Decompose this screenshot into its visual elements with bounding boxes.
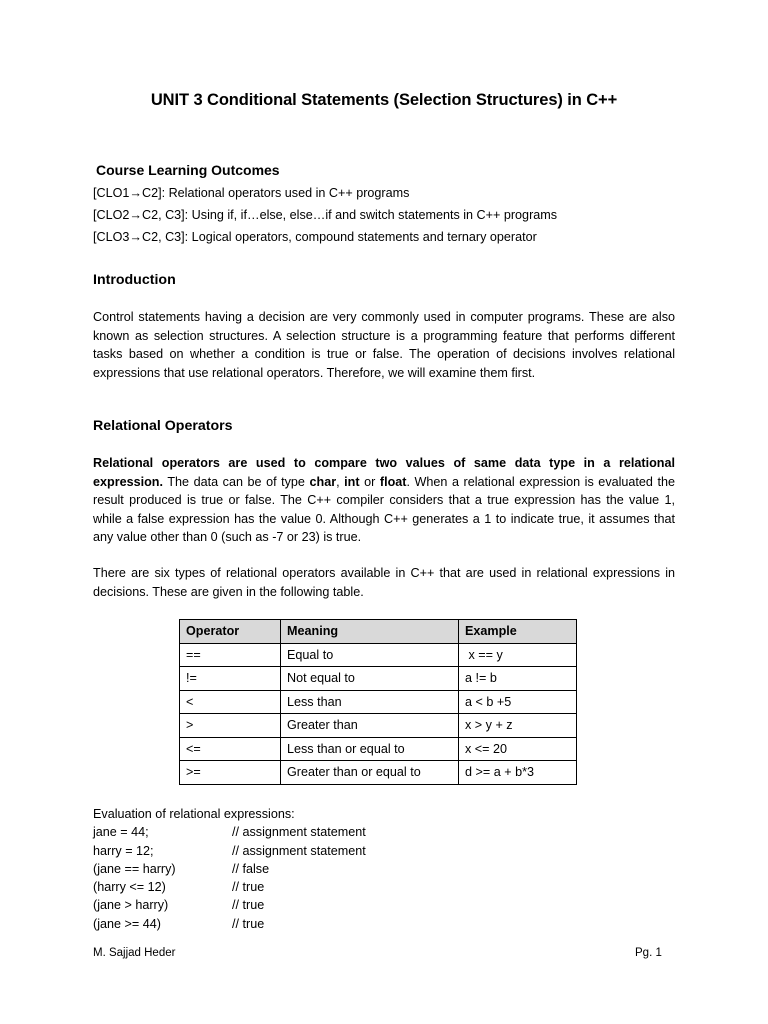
code-expression: (jane >= 44) bbox=[93, 916, 161, 931]
table-header-cell: Example bbox=[459, 620, 577, 644]
footer-author: M. Sajjad Heder bbox=[93, 947, 176, 959]
code-comment: // assignment statement bbox=[232, 843, 366, 858]
introduction-paragraph: Control statements having a decision are very commonly used in computer programs. These are also known as selection structures. A selection structure is a programming feature that performs different tasks based on whether a condition is true or false. The operation of decisions involves relational expressions that use relational operators. Therefore, we will examine them first. bbox=[93, 310, 675, 380]
clo-item-2: [CLO2→C2, C3]: Using if, if…else, else…if and switch statements in C++ programs bbox=[93, 208, 558, 222]
code-line bbox=[93, 860, 295, 878]
table-cell: < bbox=[180, 690, 281, 714]
clo-item-3: [CLO3→C2, C3]: Logical operators, compound statements and ternary operator bbox=[93, 230, 537, 244]
code-expression: jane = 44; bbox=[93, 825, 149, 840]
code-expression: harry = 12; bbox=[93, 843, 154, 858]
table-cell: == bbox=[180, 643, 281, 667]
code-line bbox=[93, 842, 366, 860]
code-comment: // true bbox=[232, 880, 265, 895]
table-cell: a < b +5 bbox=[459, 690, 577, 714]
table-cell: x == y bbox=[459, 643, 577, 667]
table-cell: d >= a + b*3 bbox=[459, 761, 577, 785]
table-cell: >= bbox=[180, 761, 281, 785]
table-row bbox=[180, 714, 577, 738]
table-header-cell: Operator bbox=[180, 620, 281, 644]
relational-operators-heading: Relational Operators bbox=[93, 418, 233, 434]
relational-paragraph-1: Relational operators are used to compare two values of same data type in a relational expression. The data can be of type char, int or float. When a relational expression is evaluated the result produced is true or false. The C++ compiler considers that a true expression has the value 1, while a false expression has the value 0. Although C++ generates a 1 to indicate true, it assumes that any value other than 0 (such as -7 or 23) is true. bbox=[93, 456, 675, 544]
evaluation-heading: Evaluation of relational expressions: bbox=[93, 807, 295, 821]
table-row bbox=[180, 690, 577, 714]
table-cell: != bbox=[180, 667, 281, 691]
table-cell: Greater than bbox=[281, 714, 459, 738]
relational-operators-table bbox=[179, 619, 577, 785]
table-cell: Not equal to bbox=[281, 667, 459, 691]
table-cell: Equal to bbox=[281, 643, 459, 667]
footer-page-number: Pg. 1 bbox=[635, 947, 662, 959]
table-header-cell: Meaning bbox=[281, 620, 459, 644]
table-cell: x > y + z bbox=[459, 714, 577, 738]
table-cell: <= bbox=[180, 737, 281, 761]
code-comment: // true bbox=[232, 916, 265, 931]
code-comment: // assignment statement bbox=[232, 825, 366, 840]
code-comment: // true bbox=[232, 898, 265, 913]
code-line bbox=[93, 915, 295, 933]
table-cell: Less than or equal to bbox=[281, 737, 459, 761]
relational-paragraph-2: There are six types of relational operators available in C++ that are used in relational expressions in decisions. These are given in the following table. bbox=[93, 566, 675, 599]
table-row bbox=[180, 737, 577, 761]
evaluation-section bbox=[93, 805, 366, 933]
code-line bbox=[93, 878, 295, 896]
table-cell: a != b bbox=[459, 667, 577, 691]
relational-definition: Relational operators are used to compare two values of same data type in a relational expression. bbox=[93, 456, 675, 489]
code-comment: // false bbox=[232, 861, 270, 876]
clo-item-1: [CLO1→C2]: Relational operators used in C++ programs bbox=[93, 186, 410, 200]
table-cell: > bbox=[180, 714, 281, 738]
clo-heading: Course Learning Outcomes bbox=[96, 162, 280, 178]
table-row bbox=[180, 761, 577, 785]
table-header-row bbox=[180, 620, 577, 644]
table-cell: Less than bbox=[281, 690, 459, 714]
code-line bbox=[93, 823, 366, 841]
page-title: UNIT 3 Conditional Statements (Selection Structures) in C++ bbox=[150, 91, 618, 109]
code-expression: (jane == harry) bbox=[93, 861, 176, 876]
table-row bbox=[180, 667, 577, 691]
table-cell: Greater than or equal to bbox=[281, 761, 459, 785]
code-expression: (jane > harry) bbox=[93, 898, 169, 913]
table-cell: x <= 20 bbox=[459, 737, 577, 761]
introduction-heading: Introduction bbox=[93, 272, 176, 288]
table-row bbox=[180, 643, 577, 667]
code-expression: (harry <= 12) bbox=[93, 880, 166, 895]
code-line bbox=[93, 896, 295, 914]
